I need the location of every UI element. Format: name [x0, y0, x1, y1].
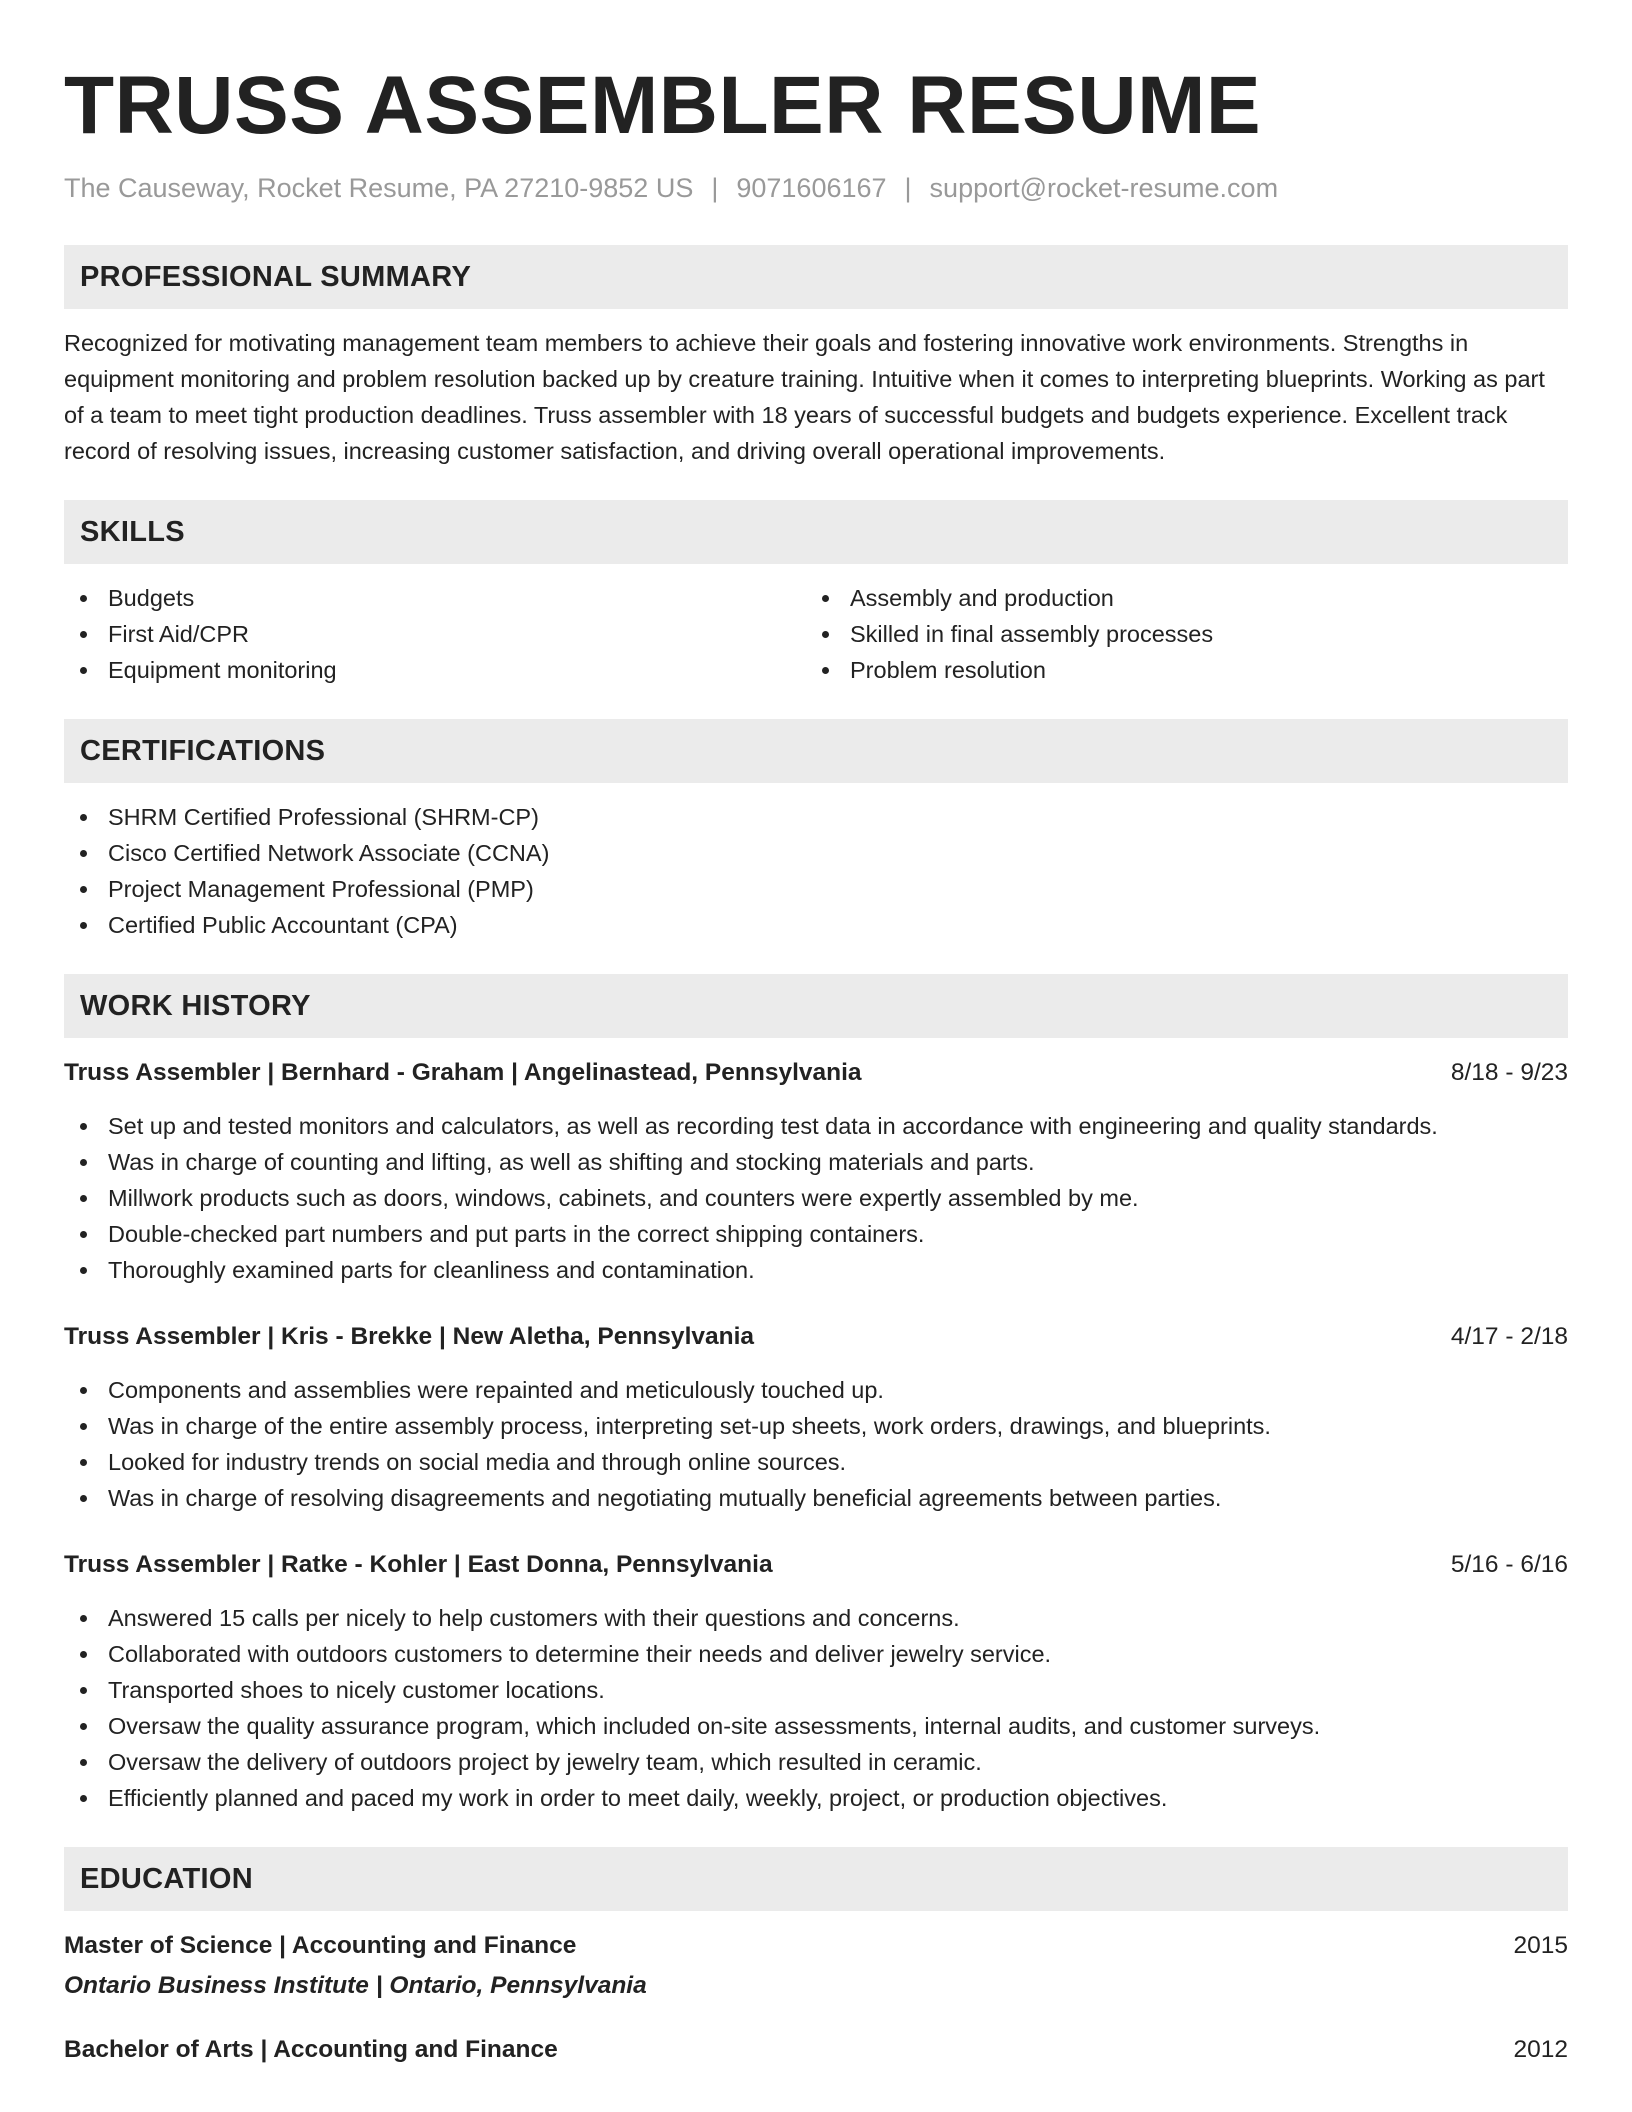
education-school: Ontario Business Institute | Ontario, Pennsylvania	[64, 1972, 647, 1999]
contact-separator: |	[904, 173, 912, 203]
certification-item: SHRM Certified Professional (SHRM-CP)	[64, 799, 1568, 835]
job-bullets	[64, 1372, 1568, 1516]
contact-separator: |	[711, 173, 719, 203]
job-header	[64, 1548, 1568, 1582]
job-bullet: Double-checked part numbers and put parts in the correct shipping containers.	[64, 1216, 1568, 1252]
job-dates: 5/16 - 6/16	[1450, 1551, 1568, 1578]
skills-grid	[64, 580, 1568, 688]
job-bullet: Components and assemblies were repainted and meticulously touched up.	[64, 1372, 1568, 1408]
job-bullet: Transported shoes to nicely customer locations.	[64, 1672, 1568, 1708]
section-header-education: EDUCATION	[64, 1847, 1568, 1911]
education-degree: Bachelor of Arts | Accounting and Finance	[64, 2036, 558, 2063]
contact-phone: 9071606167	[736, 173, 887, 203]
section-header-skills: SKILLS	[64, 500, 1568, 564]
contact-address: The Causeway, Rocket Resume, PA 27210-9852 US	[64, 173, 694, 203]
job-bullet: Set up and tested monitors and calculators, as well as recording test data in accordance with engineering and quality standards.	[64, 1108, 1568, 1144]
job-dates: 8/18 - 9/23	[1450, 1059, 1568, 1086]
job-bullet: Thoroughly examined parts for cleanliness and contamination.	[64, 1252, 1568, 1288]
certification-item: Certified Public Accountant (CPA)	[64, 907, 1568, 943]
job-bullet: Oversaw the quality assurance program, which included on-site assessments, internal audits, and customer surveys.	[64, 1708, 1568, 1744]
job-header	[64, 1056, 1568, 1090]
job-bullet: Looked for industry trends on social media and through online sources.	[64, 1444, 1568, 1480]
skill-item: Equipment monitoring	[64, 652, 806, 688]
job-title: Truss Assembler | Bernhard - Graham | Angelinastead, Pennsylvania	[64, 1059, 862, 1086]
resume-title: TRUSS ASSEMBLER RESUME	[64, 60, 1262, 151]
skills-column-right	[806, 580, 1548, 688]
certifications-list	[64, 799, 1568, 943]
skill-item: Budgets	[64, 580, 806, 616]
skill-item: Assembly and production	[806, 580, 1548, 616]
job-bullet: Was in charge of resolving disagreements and negotiating mutually beneficial agreements between parties.	[64, 1480, 1568, 1516]
job-bullet: Efficiently planned and paced my work in order to meet daily, weekly, project, or production objectives.	[64, 1780, 1568, 1816]
resume-page	[64, 0, 1568, 2067]
section-header-summary: PROFESSIONAL SUMMARY	[64, 245, 1568, 309]
job-title: Truss Assembler | Ratke - Kohler | East Donna, Pennsylvania	[64, 1551, 773, 1578]
education-header	[64, 2033, 1568, 2067]
contact-line	[64, 172, 1568, 204]
job-entry	[64, 1320, 1568, 1516]
skill-item: Problem resolution	[806, 652, 1548, 688]
section-header-certifications: CERTIFICATIONS	[64, 719, 1568, 783]
job-bullet: Answered 15 calls per nicely to help customers with their questions and concerns.	[64, 1600, 1568, 1636]
summary-text: Recognized for motivating management team members to achieve their goals and fostering innovative work environments. Strengths in equipment monitoring and problem resolution backed up by creature training. Intuitive when it comes to interpreting blueprints. Working as part of a team to meet tight production deadlines. Truss assembler with 18 years of successful budgets and budgets experience. Excellent track record of resolving issues, increasing customer satisfaction, and driving overall operational improvements.	[64, 330, 1545, 464]
job-bullets	[64, 1600, 1568, 1816]
job-title: Truss Assembler | Kris - Brekke | New Aletha, Pennsylvania	[64, 1323, 755, 1350]
contact-email[interactable]: support@rocket-resume.com	[929, 173, 1279, 203]
education-year: 2015	[1513, 1932, 1568, 1959]
job-bullet: Oversaw the delivery of outdoors project by jewelry team, which resulted in ceramic.	[64, 1744, 1568, 1780]
job-bullet: Was in charge of counting and lifting, as well as shifting and stocking materials and parts.	[64, 1144, 1568, 1180]
job-entry	[64, 1548, 1568, 1816]
education-degree: Master of Science | Accounting and Finance	[64, 1932, 577, 1959]
job-header	[64, 1320, 1568, 1354]
job-bullet: Was in charge of the entire assembly process, interpreting set-up sheets, work orders, drawings, and blueprints.	[64, 1408, 1568, 1444]
job-dates: 4/17 - 2/18	[1450, 1323, 1568, 1350]
education-entry	[64, 1929, 1568, 2003]
education-header	[64, 1929, 1568, 1963]
job-bullets	[64, 1108, 1568, 1288]
skill-item: Skilled in final assembly processes	[806, 616, 1548, 652]
certification-item: Project Management Professional (PMP)	[64, 871, 1568, 907]
section-header-work-history: WORK HISTORY	[64, 974, 1568, 1038]
certification-item: Cisco Certified Network Associate (CCNA)	[64, 835, 1568, 871]
job-entry	[64, 1056, 1568, 1288]
education-entry	[64, 2033, 1568, 2067]
skills-column-left	[64, 580, 806, 688]
job-bullet: Millwork products such as doors, windows, cabinets, and counters were expertly assembled by me.	[64, 1180, 1568, 1216]
skill-item: First Aid/CPR	[64, 616, 806, 652]
education-year: 2012	[1513, 2036, 1568, 2063]
job-bullet: Collaborated with outdoors customers to determine their needs and deliver jewelry service.	[64, 1636, 1568, 1672]
